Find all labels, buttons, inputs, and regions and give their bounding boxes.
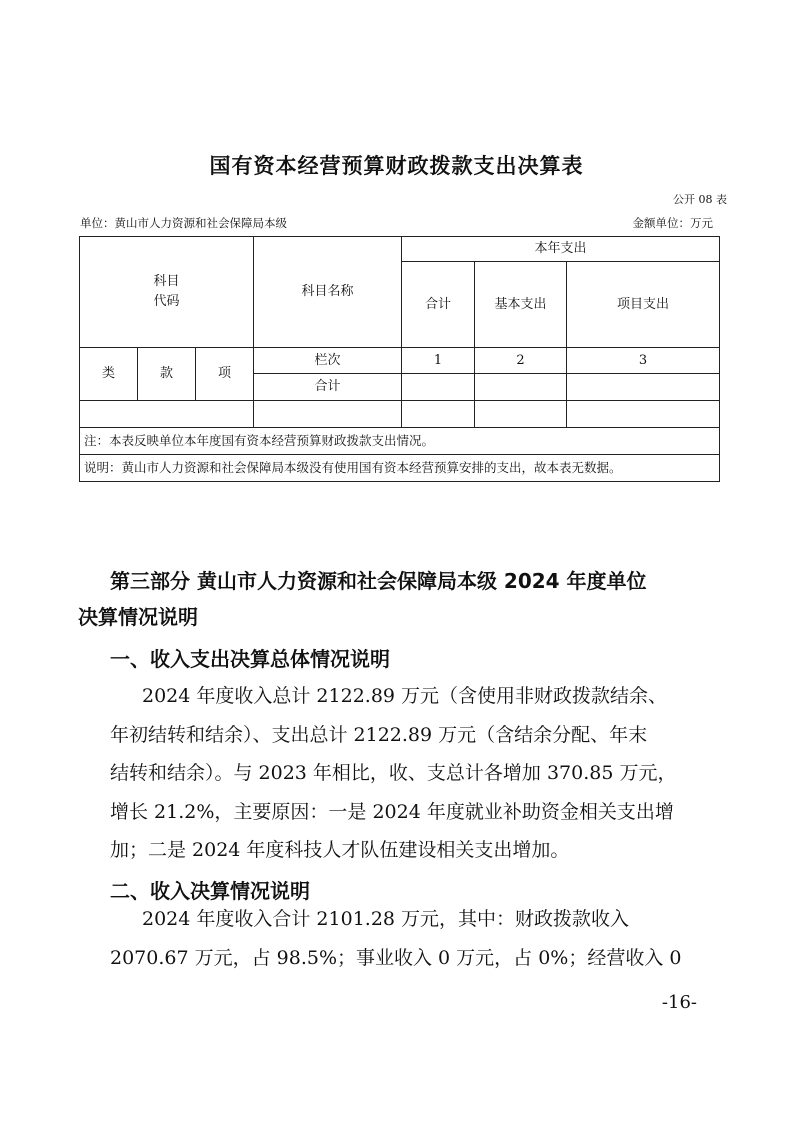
table-explanation: 说明：黄山市人力资源和社会保障局本级没有使用国有资本经营预算安排的支出，故本表无数据。 — [80, 455, 720, 482]
paragraph-line: 结转和结余）。与 2023 年相比，收、支总计各增加 370.85 万元， — [110, 762, 677, 784]
section-title-line: 第三部分 黄山市人力资源和社会保障局本级 2024 年度单位 — [110, 569, 647, 593]
total-row-label: 合计 — [254, 374, 402, 401]
project-expenditure-header: 项目支出 — [567, 262, 720, 348]
section-title — [78, 563, 710, 635]
paragraph-line: 2024 年度收入合计 2101.28 万元，其中：财政拨款收入 — [142, 908, 630, 930]
empty-code-cell — [80, 401, 254, 428]
subsection-cell: 款 — [138, 348, 196, 401]
paragraph-line: 2024 年度收入总计 2122.89 万元（含使用非财政拨款结余、 — [142, 685, 668, 707]
empty-name-cell — [254, 401, 402, 428]
column-number-2: 2 — [475, 348, 567, 374]
year-expenditure-header: 本年支出 — [402, 237, 720, 262]
column-number-3: 3 — [567, 348, 720, 374]
column-number-1: 1 — [402, 348, 475, 374]
project-value-cell — [567, 374, 720, 401]
empty-project-cell — [567, 401, 720, 428]
empty-basic-cell — [475, 401, 567, 428]
basic-expenditure-header: 基本支出 — [475, 262, 567, 348]
category-cell: 类 — [80, 348, 138, 401]
subject-name-header: 科目名称 — [254, 237, 402, 348]
expenditure-table — [79, 236, 720, 482]
column-number-label: 栏次 — [254, 348, 402, 374]
paragraph-income — [110, 900, 732, 977]
item-cell: 项 — [196, 348, 254, 401]
form-number: 公开 08 表 — [673, 193, 727, 206]
page-number: -16- — [661, 992, 697, 1013]
paragraph-line: 增长 21.2%，主要原因：一是 2024 年度就业补助资金相关支出增 — [110, 800, 674, 823]
subject-code-header-line1: 科目 — [153, 274, 180, 289]
amount-unit: 金额单位：万元 — [632, 216, 713, 230]
section-title-line: 决算情况说明 — [78, 605, 198, 629]
total-value-cell — [402, 374, 475, 401]
paragraph-line: 2070.67 万元，占 98.5%；事业收入 0 万元，占 0%；经营收入 0 — [110, 946, 682, 969]
unit-label: 单位：黄山市人力资源和社会保障局本级 — [80, 216, 287, 230]
subject-code-header-line2: 代码 — [153, 294, 180, 309]
total-column-header: 合计 — [402, 262, 475, 348]
empty-total-cell — [402, 401, 475, 428]
heading-income-expenditure-overview: 一、收入支出决算总体情况说明 — [110, 647, 390, 671]
basic-value-cell — [475, 374, 567, 401]
paragraph-overview — [110, 677, 732, 870]
paragraph-line: 加；二是 2024 年度科技人才队伍建设相关支出增加。 — [110, 839, 570, 861]
subject-code-header — [80, 237, 254, 348]
table-title: 国有资本经营预算财政拨款支出决算表 — [209, 154, 584, 178]
heading-income-final-accounts: 二、收入决算情况说明 — [110, 879, 310, 903]
paragraph-line: 年初结转和结余）、支出总计 2122.89 万元（含结余分配、年末 — [110, 723, 648, 746]
table-note: 注：本表反映单位本年度国有资本经营预算财政拨款支出情况。 — [80, 428, 720, 455]
